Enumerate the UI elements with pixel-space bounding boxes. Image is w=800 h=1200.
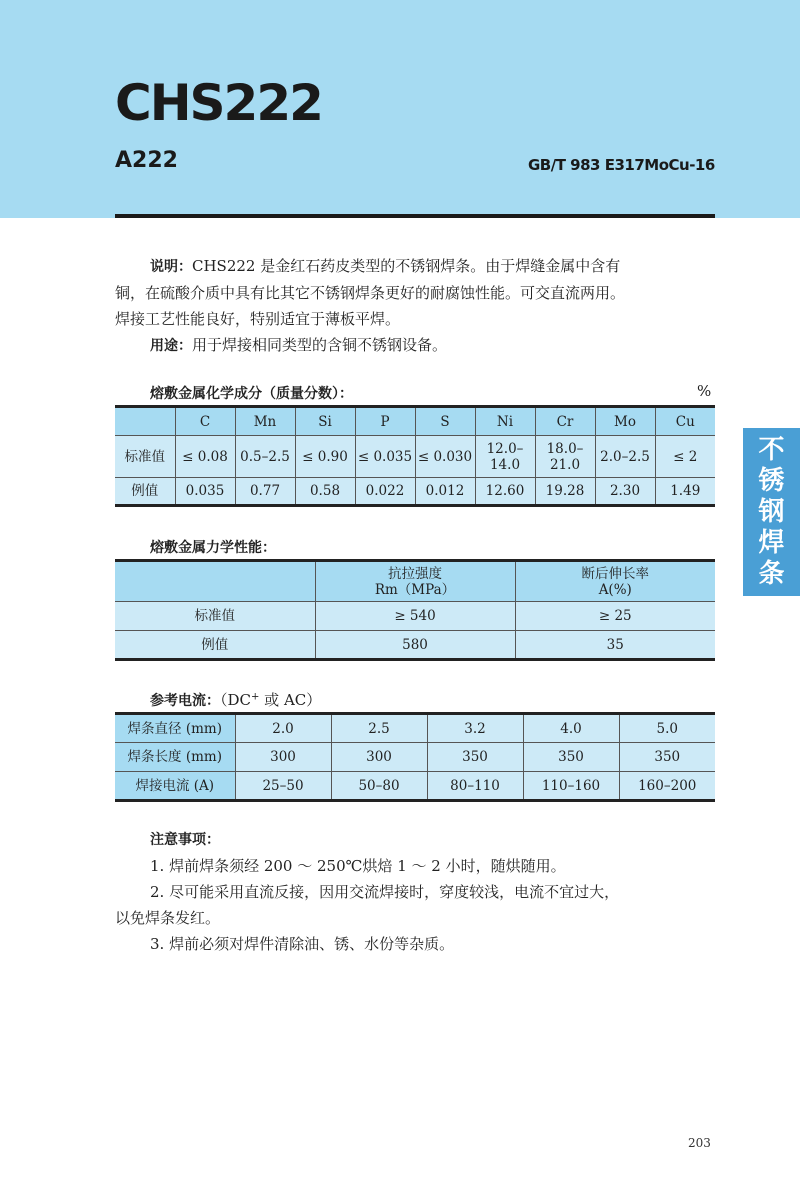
mech-example-label: 例值 — [115, 631, 315, 660]
note-2-line2: 以免焊条发红。 — [115, 909, 221, 927]
chem-standard-ni-line2: 14.0 — [489, 456, 521, 473]
chem-example-s: 0.012 — [415, 478, 475, 506]
current-length-4: 350 — [523, 743, 619, 772]
chem-standard-row — [115, 436, 715, 478]
current-diameter-label: 焊条直径 (mm) — [115, 714, 235, 743]
chem-example-mn: 0.77 — [235, 478, 295, 506]
chem-header-p: P — [355, 407, 415, 436]
current-title-label: 参考电流： — [150, 693, 220, 709]
current-row-amperage — [115, 772, 715, 801]
chem-example-mo: 2.30 — [595, 478, 655, 506]
side-tab-char-3: 钢 — [758, 497, 785, 527]
description-label: 说明： — [150, 259, 192, 275]
current-length-5: 350 — [619, 743, 715, 772]
usage-text: 用于焊接相同类型的含铜不锈钢设备。 — [192, 336, 448, 354]
current-length-1: 300 — [235, 743, 331, 772]
side-tab-char-1: 不 — [758, 435, 785, 465]
description-line-1: CHS222 是金红石药皮类型的不锈钢焊条。由于焊缝金属中含有 — [192, 257, 621, 275]
chem-standard-cr — [535, 436, 595, 478]
chem-example-cu: 1.49 — [655, 478, 715, 506]
chem-standard-cr-line1: 18.0– — [546, 440, 584, 457]
chem-standard-p: ≤ 0.035 — [355, 436, 415, 478]
chem-example-p: 0.022 — [355, 478, 415, 506]
current-title-ac: 或 AC） — [259, 691, 322, 709]
note-1: 1. 焊前焊条须经 200 ～ 250℃烘焙 1 ～ 2 小时，随烘随用。 — [150, 857, 566, 875]
chem-unit: % — [697, 382, 712, 400]
chem-standard-ni-line1: 12.0– — [486, 440, 524, 457]
side-tab-stainless-electrodes — [743, 428, 800, 596]
chem-standard-si: ≤ 0.90 — [295, 436, 355, 478]
chem-title: 熔敷金属化学成分（质量分数）： — [150, 386, 353, 402]
product-sub-model: A222 — [115, 148, 178, 173]
chem-standard-mn: 0.5–2.5 — [235, 436, 295, 478]
mech-standard-label: 标准值 — [115, 602, 315, 631]
mech-header-tensile-line2: Rm（MPa） — [374, 581, 456, 598]
usage-label: 用途： — [150, 338, 192, 354]
mech-standard-row — [115, 602, 715, 631]
description-line-2: 铜，在硫酸介质中具有比其它不锈钢焊条更好的耐腐蚀性能。可交直流两用。 — [115, 284, 626, 302]
current-table — [115, 712, 715, 802]
mech-header-elongation-line1: 断后伸长率 — [581, 565, 649, 582]
chem-example-row — [115, 478, 715, 506]
chem-example-label: 例值 — [115, 478, 175, 506]
mech-table — [115, 559, 715, 661]
chem-standard-ni — [475, 436, 535, 478]
mech-header-tensile-line1: 抗拉强度 — [388, 565, 442, 582]
page-number: 203 — [688, 1136, 711, 1150]
side-tab-char-5: 条 — [758, 559, 785, 589]
note-3: 3. 焊前必须对焊件清除油、锈、水份等杂质。 — [150, 935, 455, 953]
chem-standard-cr-line2: 21.0 — [549, 456, 581, 473]
current-amperage-4: 110–160 — [523, 772, 619, 801]
current-title-dc: （DC — [220, 691, 252, 709]
chem-header-ni: Ni — [475, 407, 535, 436]
current-row-diameter — [115, 714, 715, 743]
note-2-line1: 2. 尽可能采用直流反接，因用交流焊接时，穿度较浅，电流不宜过大， — [150, 883, 620, 901]
page-header — [0, 0, 800, 218]
product-standard: GB/T 983 E317MoCu-16 — [528, 156, 715, 174]
current-diameter-4: 4.0 — [523, 714, 619, 743]
current-amperage-3: 80–110 — [427, 772, 523, 801]
current-length-2: 300 — [331, 743, 427, 772]
side-tab-char-2: 锈 — [758, 466, 785, 496]
chem-table — [115, 405, 715, 507]
current-length-3: 350 — [427, 743, 523, 772]
current-amperage-1: 25–50 — [235, 772, 331, 801]
current-amperage-5: 160–200 — [619, 772, 715, 801]
chem-header-c: C — [175, 407, 235, 436]
description-line-3: 焊接工艺性能良好，特别适宜于薄板平焊。 — [115, 310, 401, 328]
current-diameter-1: 2.0 — [235, 714, 331, 743]
mech-header-tensile — [315, 561, 515, 602]
chem-header-cu: Cu — [655, 407, 715, 436]
mech-header-elongation — [515, 561, 715, 602]
current-row-length — [115, 743, 715, 772]
chem-standard-cu: ≤ 2 — [655, 436, 715, 478]
chem-example-ni: 12.60 — [475, 478, 535, 506]
chem-example-si: 0.58 — [295, 478, 355, 506]
chem-corner — [115, 407, 175, 436]
current-diameter-5: 5.0 — [619, 714, 715, 743]
mech-header-row — [115, 561, 715, 602]
notes — [115, 827, 715, 957]
chem-header-row — [115, 407, 715, 436]
mech-corner — [115, 561, 315, 602]
chem-example-cr: 19.28 — [535, 478, 595, 506]
mech-standard-elongation: ≥ 25 — [515, 602, 715, 631]
current-title — [150, 689, 321, 710]
mech-title: 熔敷金属力学性能： — [150, 540, 276, 556]
current-diameter-2: 2.5 — [331, 714, 427, 743]
current-amperage-2: 50–80 — [331, 772, 427, 801]
product-model: CHS222 — [115, 74, 322, 132]
chem-example-c: 0.035 — [175, 478, 235, 506]
mech-example-elongation: 35 — [515, 631, 715, 660]
current-title-sup: + — [251, 691, 260, 703]
chem-standard-mo: 2.0–2.5 — [595, 436, 655, 478]
chem-standard-c: ≤ 0.08 — [175, 436, 235, 478]
mech-header-elongation-line2: A(%) — [598, 581, 632, 598]
description — [115, 253, 715, 359]
chem-header-mn: Mn — [235, 407, 295, 436]
chem-standard-label: 标准值 — [115, 436, 175, 478]
chem-header-mo: Mo — [595, 407, 655, 436]
notes-title: 注意事项： — [150, 832, 220, 848]
chem-header-si: Si — [295, 407, 355, 436]
chem-header-cr: Cr — [535, 407, 595, 436]
mech-example-tensile: 580 — [315, 631, 515, 660]
chem-standard-s: ≤ 0.030 — [415, 436, 475, 478]
mech-standard-tensile: ≥ 540 — [315, 602, 515, 631]
header-rule — [115, 214, 715, 218]
mech-example-row — [115, 631, 715, 660]
side-tab-char-4: 焊 — [758, 528, 785, 558]
current-length-label: 焊条长度 (mm) — [115, 743, 235, 772]
current-diameter-3: 3.2 — [427, 714, 523, 743]
chem-header-s: S — [415, 407, 475, 436]
current-amperage-label: 焊接电流 (A) — [115, 772, 235, 801]
